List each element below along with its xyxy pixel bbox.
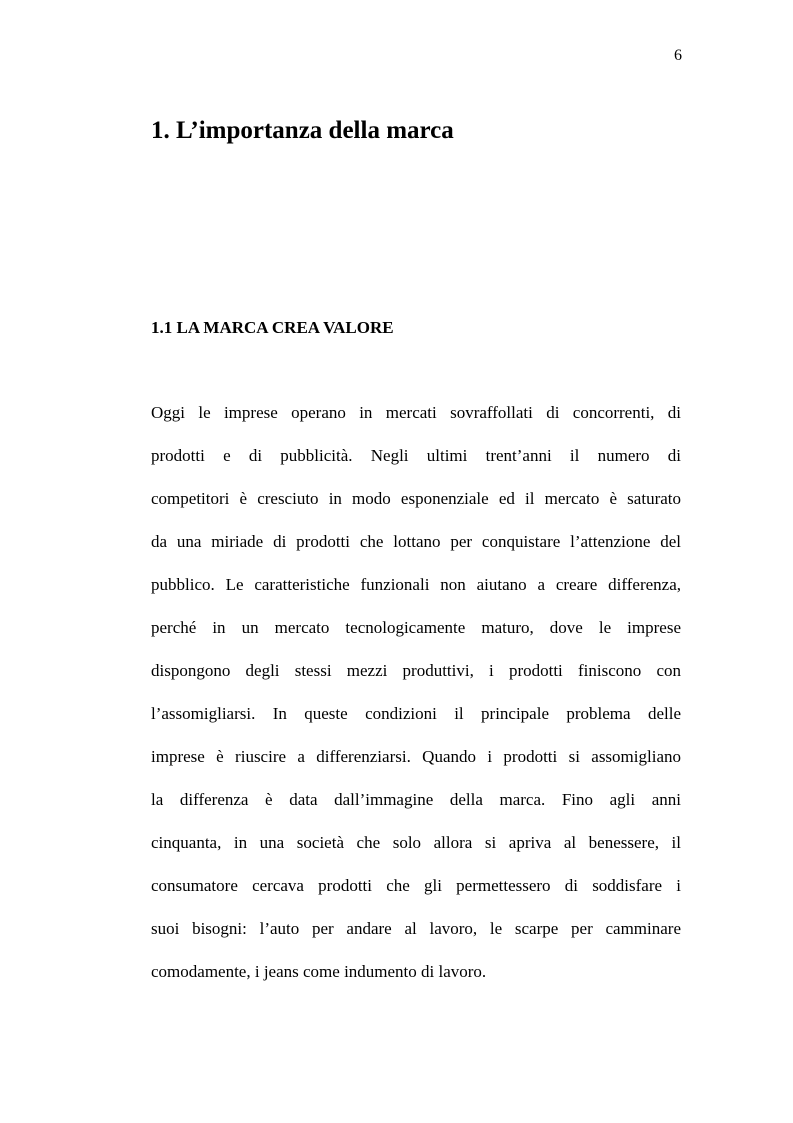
paragraph-line: imprese è riuscire a differenziarsi. Quando i prodotti si assomigliano — [151, 747, 681, 766]
chapter-title: 1. L’importanza della marca — [151, 117, 454, 144]
paragraph-line: da una miriade di prodotti che lottano per conquistare l’attenzione del — [151, 532, 681, 551]
paragraph-line: la differenza è data dall’immagine della marca. Fino agli anni — [151, 790, 681, 809]
body-paragraph — [151, 398, 681, 1000]
paragraph-line: l’assomigliarsi. In queste condizioni il principale problema delle — [151, 704, 681, 723]
paragraph-line: prodotti e di pubblicità. Negli ultimi trent’anni il numero di — [151, 446, 681, 465]
paragraph-line: Oggi le imprese operano in mercati sovraffollati di concorrenti, di — [151, 403, 681, 422]
paragraph-line: pubblico. Le caratteristiche funzionali non aiutano a creare differenza, — [151, 575, 681, 594]
paragraph-line: consumatore cercava prodotti che gli permettessero di soddisfare i — [151, 876, 681, 895]
paragraph-line: competitori è cresciuto in modo esponenziale ed il mercato è saturato — [151, 489, 681, 508]
paragraph-line: dispongono degli stessi mezzi produttivi, i prodotti finiscono con — [151, 661, 681, 680]
paragraph-line: perché in un mercato tecnologicamente maturo, dove le imprese — [151, 618, 681, 637]
page-number: 6 — [674, 47, 682, 64]
paragraph-line: cinquanta, in una società che solo allora si apriva al benessere, il — [151, 833, 681, 852]
paragraph-line: comodamente, i jeans come indumento di lavoro. — [151, 962, 487, 981]
section-title: 1.1 LA MARCA CREA VALORE — [151, 318, 394, 337]
paragraph-line: suoi bisogni: l’auto per andare al lavoro, le scarpe per camminare — [151, 919, 681, 938]
